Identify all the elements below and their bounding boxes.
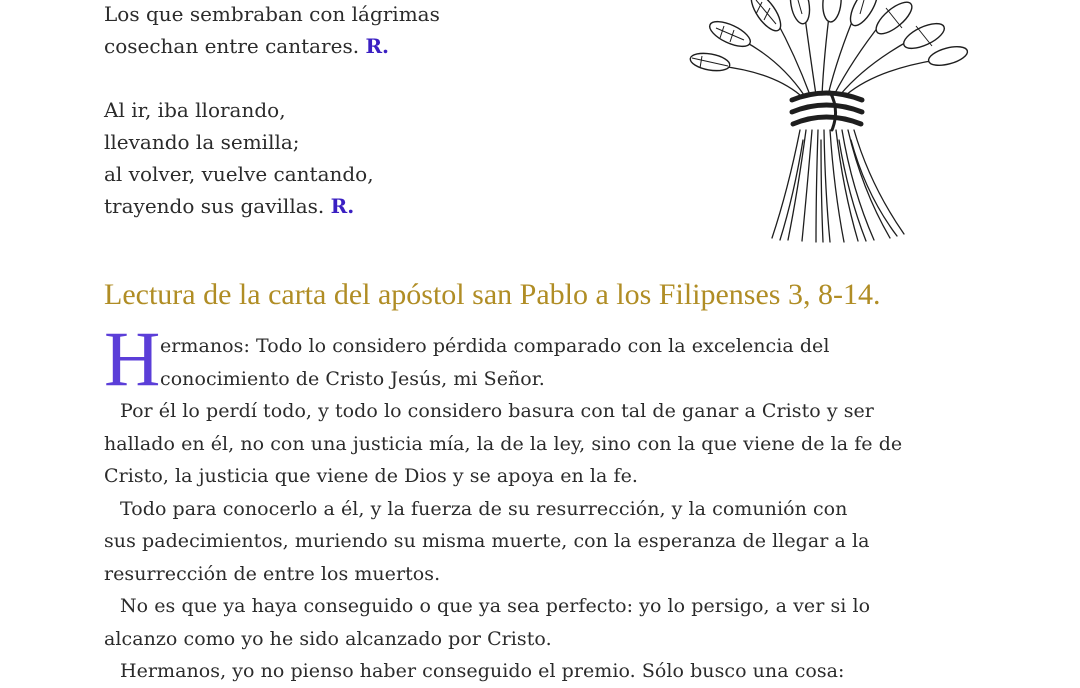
psalm-line bbox=[104, 30, 440, 62]
psalm-line: llevando la semilla; bbox=[104, 130, 300, 154]
psalm-line: Al ir, iba llorando, bbox=[104, 98, 286, 122]
reading-line: Por él lo perdí todo, y todo lo considero basura con tal de ganar a Cristo y ser bbox=[120, 400, 874, 422]
psalm-line-text: cosechan entre cantares. bbox=[104, 34, 360, 58]
psalm-stanza-2 bbox=[104, 94, 440, 222]
reading-line: conocimiento de Cristo Jesús, mi Señor. bbox=[160, 367, 545, 390]
psalm-line bbox=[104, 190, 440, 222]
wheat-sheaf-illustration bbox=[680, 0, 1010, 245]
drop-cap: H bbox=[104, 315, 161, 402]
psalm-stanza-1 bbox=[104, 0, 440, 62]
reading-line: sus padecimientos, muriendo su misma muerte, con la esperanza de llegar a la bbox=[104, 530, 870, 552]
psalm-line: Los que sembraban con lágrimas bbox=[104, 2, 440, 26]
reading-line: No es que ya haya conseguido o que ya sea perfecto: yo lo persigo, a ver si lo bbox=[120, 595, 871, 617]
psalm-line-text: trayendo sus gavillas. bbox=[104, 194, 325, 218]
reading-line: Todo para conocerlo a él, y la fuerza de su resurrección, y la comunión con bbox=[120, 497, 848, 520]
reading-body bbox=[104, 315, 924, 688]
reading-line: resurrección de entre los muertos. bbox=[104, 562, 441, 585]
response-marker: R. bbox=[330, 194, 355, 218]
reading-line: ermanos: Todo lo considero pérdida comparado con la excelencia del bbox=[160, 335, 830, 357]
reading-title: Lectura de la carta del apóstol san Pablo a los Filipenses 3, 8-14. bbox=[104, 278, 881, 311]
response-marker: R. bbox=[365, 34, 390, 58]
psalm-line: al volver, vuelve cantando, bbox=[104, 162, 374, 186]
reading-line: hallado en él, no con una justicia mía, la de la ley, sino con la que viene de la fe de bbox=[104, 432, 903, 455]
reading-line: Hermanos, yo no pienso haber conseguido el premio. Sólo busco una cosa: bbox=[120, 660, 845, 682]
psalm-text bbox=[104, 0, 440, 254]
reading-line: Cristo, la justicia que viene de Dios y se apoya en la fe. bbox=[104, 465, 638, 487]
reading-line: alcanzo como yo he sido alcanzado por Cristo. bbox=[104, 627, 552, 650]
